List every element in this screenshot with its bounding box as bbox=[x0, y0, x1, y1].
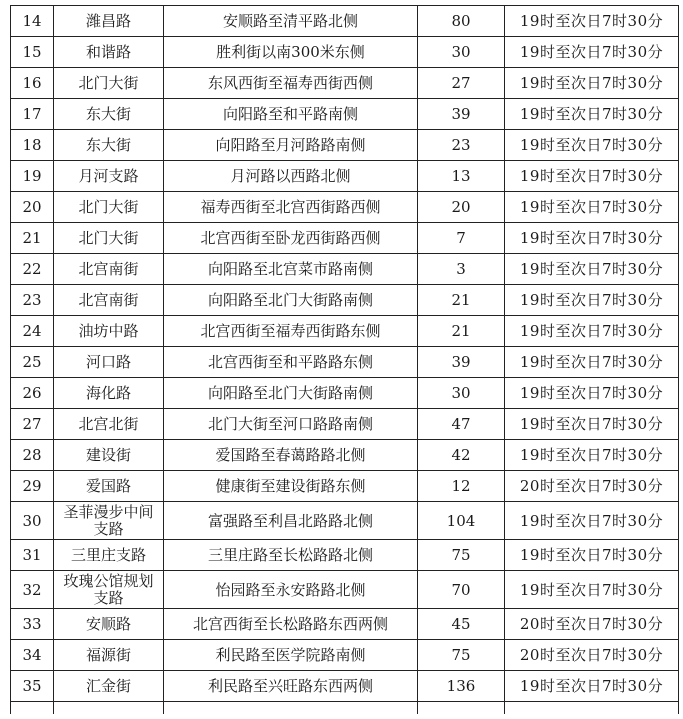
road-section-cell: 健康街至建设街路东侧 bbox=[164, 471, 418, 502]
road-section-cell: 北宫西街至长松路路东西两侧 bbox=[164, 609, 418, 640]
table-row bbox=[11, 130, 679, 161]
road-section-cell: 怡园路至永安路路北侧 bbox=[164, 571, 418, 609]
time-period-cell: 19时至次日7时30分 bbox=[505, 6, 679, 37]
street-name-cell: 圣菲漫步中间支路 bbox=[54, 502, 164, 540]
road-section-cell: 三里庄路至长松路路北侧 bbox=[164, 540, 418, 571]
table-row bbox=[11, 37, 679, 68]
row-number-cell: 20 bbox=[11, 192, 54, 223]
space-count-cell: 45 bbox=[418, 609, 505, 640]
time-period-cell: 19时至次日7时30分 bbox=[505, 571, 679, 609]
street-name-cell: 北门大街 bbox=[54, 223, 164, 254]
space-count-cell: 39 bbox=[418, 347, 505, 378]
road-section-cell: 向阳路至月河路路南侧 bbox=[164, 130, 418, 161]
time-period-cell: 19时至次日7时30分 bbox=[505, 37, 679, 68]
street-name-cell: 潍昌路 bbox=[54, 6, 164, 37]
row-number-cell: 25 bbox=[11, 347, 54, 378]
time-period-cell: 19时至次日7时30分 bbox=[505, 378, 679, 409]
street-name-cell: 福源街 bbox=[54, 640, 164, 671]
space-count-cell: 12 bbox=[418, 471, 505, 502]
time-period-cell: 20时至次日7时30分 bbox=[505, 471, 679, 502]
time-period-cell: 19时至次日7时30分 bbox=[505, 440, 679, 471]
time-period-cell: 19时至次日7时30分 bbox=[505, 316, 679, 347]
street-name-cell: 河口路 bbox=[54, 347, 164, 378]
row-number-cell: 27 bbox=[11, 409, 54, 440]
time-period-cell: 19时至次日7时30分 bbox=[505, 254, 679, 285]
street-name-cell: 汇金街 bbox=[54, 671, 164, 702]
road-section-cell: 北宫西街至卧龙西街路西侧 bbox=[164, 223, 418, 254]
table-body bbox=[11, 6, 679, 714]
row-number-cell: 18 bbox=[11, 130, 54, 161]
time-period-cell: 19时至次日7时30分 bbox=[505, 192, 679, 223]
space-count-cell: 75 bbox=[418, 640, 505, 671]
space-count-cell: 30 bbox=[418, 37, 505, 68]
time-period-cell: 20时至次日7时30分 bbox=[505, 640, 679, 671]
table-row bbox=[11, 440, 679, 471]
street-name-cell: 建设街 bbox=[54, 440, 164, 471]
time-period-cell: 19时至次日7时30分 bbox=[505, 68, 679, 99]
street-name-cell: 三里庄支路 bbox=[54, 540, 164, 571]
road-section-cell: 北宫西街至和平路路东侧 bbox=[164, 347, 418, 378]
street-name-cell: 和谐路 bbox=[54, 37, 164, 68]
time-period-cell: 19时至次日7时30分 bbox=[505, 502, 679, 540]
table-row bbox=[11, 192, 679, 223]
row-number-cell: 17 bbox=[11, 99, 54, 130]
road-section-cell: 向阳路至北门大街路南侧 bbox=[164, 285, 418, 316]
road-section-cell: 福寿西街至北宫西街路西侧 bbox=[164, 192, 418, 223]
time-period-cell: 19时至次日7时30分 bbox=[505, 223, 679, 254]
space-count-cell: 20 bbox=[418, 192, 505, 223]
space-count-cell: 7 bbox=[418, 223, 505, 254]
street-name-cell: 月河支路 bbox=[54, 161, 164, 192]
street-name-cell: 东大街 bbox=[54, 130, 164, 161]
table-row bbox=[11, 285, 679, 316]
table-row bbox=[11, 161, 679, 192]
space-count-cell: 39 bbox=[418, 99, 505, 130]
road-section-cell: 安顺路至清平路北侧 bbox=[164, 6, 418, 37]
street-name-cell: 油坊中路 bbox=[54, 316, 164, 347]
space-count-cell: 80 bbox=[418, 6, 505, 37]
empty-cell bbox=[505, 702, 679, 714]
space-count-cell: 13 bbox=[418, 161, 505, 192]
street-name-cell: 北宫南街 bbox=[54, 285, 164, 316]
empty-cell bbox=[11, 702, 54, 714]
space-count-cell: 3 bbox=[418, 254, 505, 285]
time-period-cell: 19时至次日7时30分 bbox=[505, 409, 679, 440]
row-number-cell: 14 bbox=[11, 6, 54, 37]
row-number-cell: 29 bbox=[11, 471, 54, 502]
time-period-cell: 19时至次日7时30分 bbox=[505, 285, 679, 316]
street-name-cell: 北门大街 bbox=[54, 192, 164, 223]
table-row bbox=[11, 609, 679, 640]
time-period-cell: 20时至次日7时30分 bbox=[505, 609, 679, 640]
space-count-cell: 21 bbox=[418, 316, 505, 347]
row-number-cell: 19 bbox=[11, 161, 54, 192]
row-number-cell: 34 bbox=[11, 640, 54, 671]
street-name-cell: 海化路 bbox=[54, 378, 164, 409]
time-period-cell: 19时至次日7时30分 bbox=[505, 161, 679, 192]
row-number-cell: 28 bbox=[11, 440, 54, 471]
space-count-cell: 21 bbox=[418, 285, 505, 316]
row-number-cell: 21 bbox=[11, 223, 54, 254]
road-section-cell: 北宫西街至福寿西街路东侧 bbox=[164, 316, 418, 347]
row-number-cell: 33 bbox=[11, 609, 54, 640]
space-count-cell: 104 bbox=[418, 502, 505, 540]
space-count-cell: 136 bbox=[418, 671, 505, 702]
row-number-cell: 22 bbox=[11, 254, 54, 285]
table-row bbox=[11, 347, 679, 378]
time-period-cell: 19时至次日7时30分 bbox=[505, 99, 679, 130]
time-period-cell: 19时至次日7时30分 bbox=[505, 347, 679, 378]
table-row bbox=[11, 223, 679, 254]
road-section-cell: 月河路以西路北侧 bbox=[164, 161, 418, 192]
road-section-cell: 北门大街至河口路路南侧 bbox=[164, 409, 418, 440]
row-number-cell: 35 bbox=[11, 671, 54, 702]
table-row bbox=[11, 378, 679, 409]
table-row bbox=[11, 316, 679, 347]
space-count-cell: 30 bbox=[418, 378, 505, 409]
table-row bbox=[11, 99, 679, 130]
road-section-cell: 利民路至兴旺路东西两侧 bbox=[164, 671, 418, 702]
row-number-cell: 26 bbox=[11, 378, 54, 409]
table-row bbox=[11, 540, 679, 571]
street-name-cell: 北宫南街 bbox=[54, 254, 164, 285]
table-row bbox=[11, 68, 679, 99]
empty-cell bbox=[164, 702, 418, 714]
time-period-cell: 19时至次日7时30分 bbox=[505, 130, 679, 161]
road-section-cell: 向阳路至和平路南侧 bbox=[164, 99, 418, 130]
street-name-cell: 玫瑰公馆规划支路 bbox=[54, 571, 164, 609]
road-section-cell: 富强路至利昌北路路北侧 bbox=[164, 502, 418, 540]
street-name-cell: 北门大街 bbox=[54, 68, 164, 99]
table-row bbox=[11, 409, 679, 440]
road-section-cell: 胜利街以南300米东侧 bbox=[164, 37, 418, 68]
row-number-cell: 16 bbox=[11, 68, 54, 99]
parking-schedule-table bbox=[10, 5, 679, 714]
row-number-cell: 15 bbox=[11, 37, 54, 68]
empty-cell bbox=[54, 702, 164, 714]
time-period-cell: 19时至次日7时30分 bbox=[505, 671, 679, 702]
street-name-cell: 安顺路 bbox=[54, 609, 164, 640]
time-period-cell: 19时至次日7时30分 bbox=[505, 540, 679, 571]
table-row bbox=[11, 6, 679, 37]
street-name-cell: 东大街 bbox=[54, 99, 164, 130]
space-count-cell: 75 bbox=[418, 540, 505, 571]
space-count-cell: 42 bbox=[418, 440, 505, 471]
row-number-cell: 23 bbox=[11, 285, 54, 316]
space-count-cell: 27 bbox=[418, 68, 505, 99]
row-number-cell: 32 bbox=[11, 571, 54, 609]
road-section-cell: 利民路至医学院路南侧 bbox=[164, 640, 418, 671]
road-section-cell: 爱国路至春蔼路路北侧 bbox=[164, 440, 418, 471]
table-row bbox=[11, 640, 679, 671]
road-section-cell: 东风西街至福寿西街西侧 bbox=[164, 68, 418, 99]
street-name-cell: 爱国路 bbox=[54, 471, 164, 502]
row-number-cell: 24 bbox=[11, 316, 54, 347]
table-row bbox=[11, 502, 679, 540]
table-row bbox=[11, 471, 679, 502]
space-count-cell: 70 bbox=[418, 571, 505, 609]
road-section-cell: 向阳路至北宫菜市路南侧 bbox=[164, 254, 418, 285]
table-row bbox=[11, 671, 679, 702]
table-row bbox=[11, 254, 679, 285]
space-count-cell: 47 bbox=[418, 409, 505, 440]
space-count-cell: 23 bbox=[418, 130, 505, 161]
row-number-cell: 30 bbox=[11, 502, 54, 540]
road-section-cell: 向阳路至北门大街路南侧 bbox=[164, 378, 418, 409]
table-row-continuation bbox=[11, 702, 679, 714]
table-row bbox=[11, 571, 679, 609]
row-number-cell: 31 bbox=[11, 540, 54, 571]
empty-cell bbox=[418, 702, 505, 714]
street-name-cell: 北宫北街 bbox=[54, 409, 164, 440]
